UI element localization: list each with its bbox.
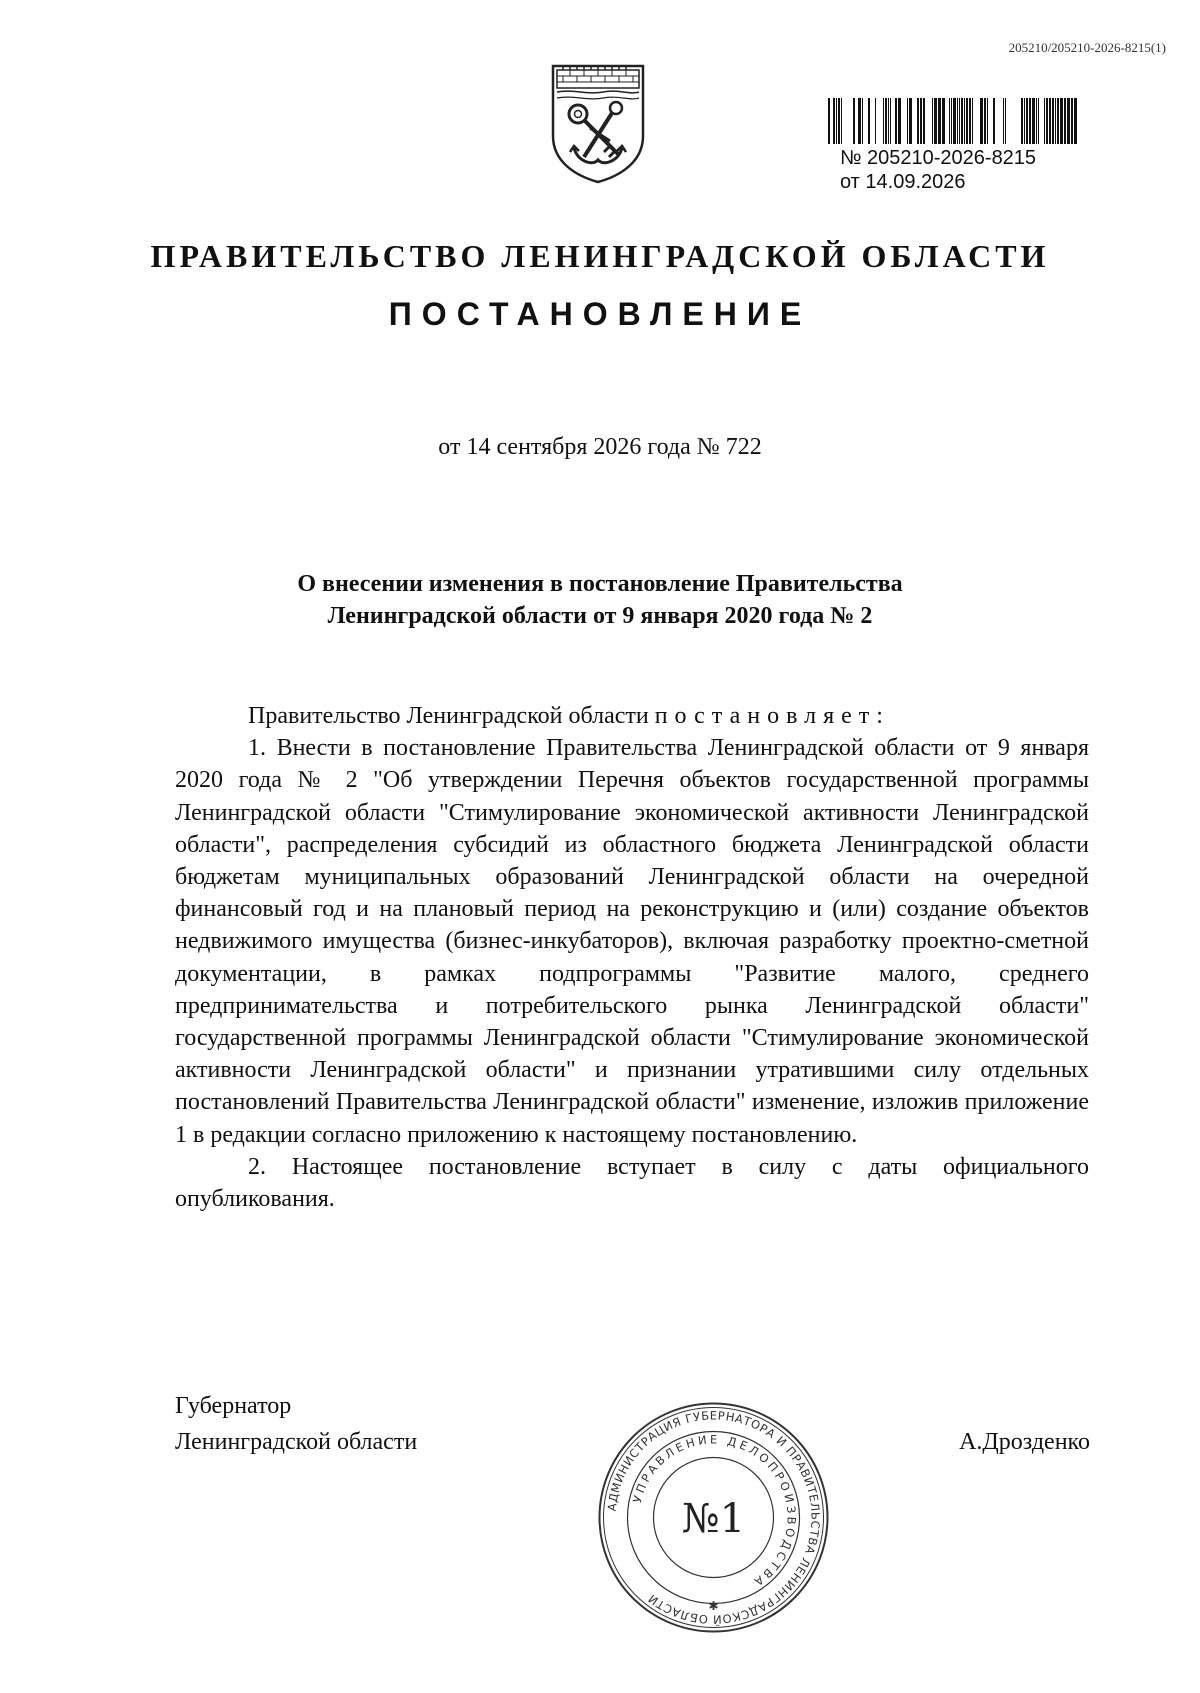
position-line-1: Губернатор [175, 1393, 292, 1419]
stamp-outer-text: АДМИНИСТРАЦИЯ ГУБЕРНАТОРА И ПРАВИТЕЛЬСТВА ЛЕНИНГРАДСКОЙ ОБЛАСТИ [604, 1408, 823, 1627]
registration-block [828, 98, 1088, 194]
resolution-subject [0, 568, 1200, 632]
government-title: ПРАВИТЕЛЬСТВО ЛЕНИНГРАДСКОЙ ОБЛАСТИ [150, 238, 1050, 274]
resolution-date-number: от 14 сентября 2026 года № 722 [438, 434, 762, 460]
document-reference: 205210/205210-2026-8215(1) [1008, 40, 1166, 55]
intro-paragraph [175, 700, 1089, 732]
subject-line-1: О внесении изменения в постановление Правительства [297, 571, 903, 597]
position-line-2: Ленинградской области [175, 1429, 418, 1455]
signatory-name: А.Дрозденко [959, 1429, 1090, 1455]
stamp-center-number: №1 [681, 1496, 746, 1542]
document-type: ПОСТАНОВЛЕНИЕ [388, 296, 812, 332]
barcode-icon [828, 98, 1078, 144]
stamp-star-icon: ✱ [708, 1599, 719, 1613]
intro-spaced-verb: постановляет [654, 703, 877, 729]
subject-line-2: Ленинградской области от 9 января 2020 года № 2 [327, 603, 873, 629]
registration-date: от 14.09.2026 [840, 171, 966, 193]
signatory-position [175, 1388, 417, 1460]
official-stamp-icon [596, 1400, 831, 1635]
stamp-inner-text: УПРАВЛЕНИЕ ДЕЛОПРОИЗВОДСТВА [629, 1432, 799, 1591]
registration-number: № 205210-2026-8215 [840, 147, 1037, 169]
resolution-body [175, 700, 1089, 1215]
intro-suffix: : [876, 703, 883, 729]
item-2-paragraph: 2. Настоящее постановление вступает в силу с даты официального опубликования. [175, 1153, 1089, 1213]
intro-prefix: Правительство Ленинградской области [248, 703, 655, 729]
item-1-paragraph: 1. Внести в постановление Правительства Ленинградской области от 9 января 2020 года № 2 "Об утверждении Перечня объектов государственной программы Ленинградской области "Стимулирование экономической активности Ленинградской области", распределения субсидий из областного бюджета Ленинградской области бюджетам муниципальных образований Ленинградской области на очередной финансовый год и на плановый период на реконструкцию и (или) создание объектов недвижимого имущества (бизнес-инкубаторов), включая разработку проектно-сметной документации, в рамках подпрограммы "Развитие малого, среднего предпринимательства и потребительского рынка Ленинградской области" государственной программы Ленинградской области "Стимулирование экономической активности Ленинградской области" и признании утратившими силу отдельных постановлений Правительства Ленинградской области" изменение, изложив приложение 1 в редакции согласно приложению к настоящему постановлению. [175, 735, 1089, 1148]
coat-of-arms-icon [548, 62, 648, 186]
